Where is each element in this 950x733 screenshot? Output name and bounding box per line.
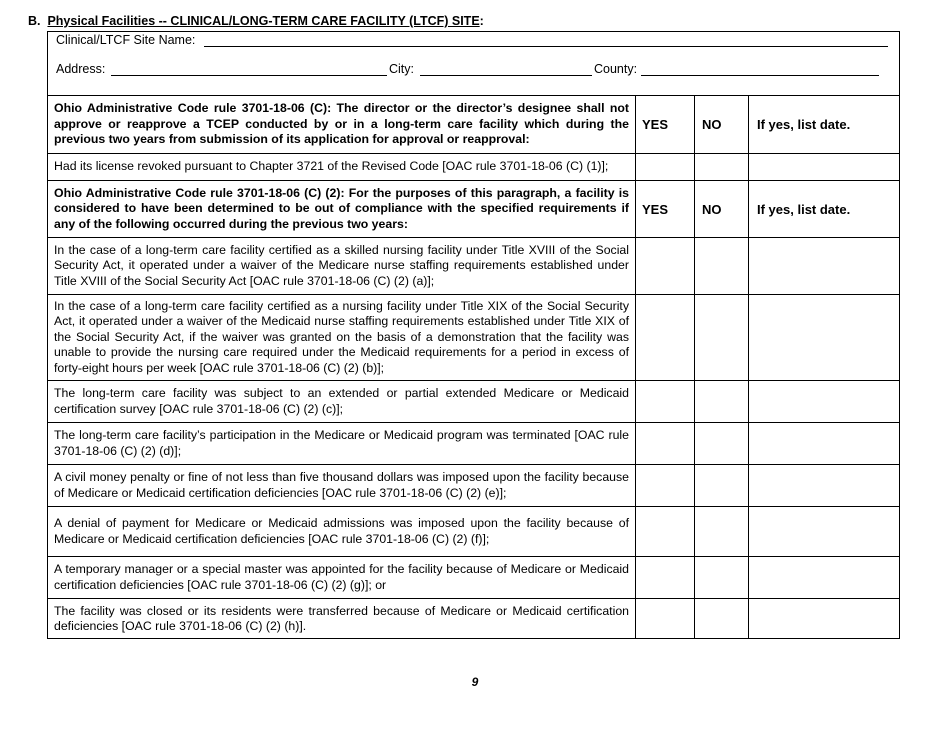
table-row bbox=[48, 465, 899, 507]
no-cell[interactable] bbox=[695, 599, 749, 639]
no-cell[interactable] bbox=[695, 154, 749, 180]
date-header: If yes, list date. bbox=[757, 201, 851, 217]
date-cell[interactable] bbox=[749, 465, 899, 506]
date-cell[interactable] bbox=[749, 295, 899, 380]
yes-cell[interactable] bbox=[636, 381, 695, 422]
date-cell[interactable] bbox=[749, 507, 899, 556]
address-label: Address: bbox=[56, 62, 106, 76]
intro-rule-c: Ohio Administrative Code rule 3701-18-06 (C): The director or the director’s designee shall not approve or reapprove a TCEP conducted by or in a long-term care facility which during the previous two years from submission of its application for approval or reapproval: bbox=[48, 96, 636, 153]
yes-cell[interactable] bbox=[636, 295, 695, 380]
site-info-block bbox=[48, 32, 899, 96]
item-e: A civil money penalty or fine of not less than five thousand dollars was imposed upon the facility because of Medicare or Medicaid certification deficiencies [OAC rule 3701-18-06 (C) (2) (e)]; bbox=[48, 465, 636, 506]
no-cell[interactable] bbox=[695, 557, 749, 598]
section-colon: : bbox=[479, 14, 484, 28]
city-label: City: bbox=[389, 62, 414, 76]
date-header: If yes, list date. bbox=[757, 117, 851, 132]
table-row bbox=[48, 238, 899, 295]
address-field[interactable] bbox=[111, 62, 387, 76]
section-title bbox=[28, 14, 484, 28]
county-field[interactable] bbox=[641, 62, 879, 76]
yes-cell[interactable] bbox=[636, 154, 695, 180]
yes-cell[interactable] bbox=[636, 507, 695, 556]
table-row bbox=[48, 96, 899, 154]
yes-cell[interactable] bbox=[636, 557, 695, 598]
table-row bbox=[48, 295, 899, 381]
section-letter: B. bbox=[28, 14, 41, 28]
item-c: The long-term care facility was subject to an extended or partial extended Medicare or Medicaid certification survey [OAC rule 3701-18-06 (C) (2) (c)]; bbox=[48, 381, 636, 422]
date-cell[interactable] bbox=[749, 381, 899, 422]
date-cell[interactable] bbox=[749, 599, 899, 639]
date-cell[interactable] bbox=[749, 423, 899, 464]
table-row bbox=[48, 557, 899, 599]
no-cell[interactable] bbox=[695, 423, 749, 464]
no-cell[interactable] bbox=[695, 507, 749, 556]
site-name-field[interactable] bbox=[204, 33, 888, 47]
no-cell[interactable] bbox=[695, 295, 749, 380]
item-b: In the case of a long-term care facility certified as a nursing facility under Title XIX of the Social Security Act, it operated under a waiver of the Medicaid nurse staffing requirements established under Title XIX of the Social Security Act, if the waiver was granted on the basis of a demonstration that the facility was unable to provide the nursing care required under the Medicaid requirements for a period in excess of forty-eight hours per week [OAC rule 3701-18-06 (C) (2) (b)]; bbox=[48, 295, 636, 380]
county-label: County: bbox=[594, 62, 638, 76]
no-cell[interactable] bbox=[695, 238, 749, 294]
no-header: NO bbox=[695, 181, 749, 237]
date-cell[interactable] bbox=[749, 154, 899, 180]
yes-cell[interactable] bbox=[636, 465, 695, 506]
no-cell[interactable] bbox=[695, 465, 749, 506]
table-row bbox=[48, 154, 899, 181]
item-f: A denial of payment for Medicare or Medicaid admissions was imposed upon the facility because of Medicare or Medicaid certification deficiencies [OAC rule 3701-18-06 (C) (2) (f)]; bbox=[48, 507, 636, 556]
item-d: The long-term care facility’s participation in the Medicare or Medicaid program was terminated [OAC rule 3701-18-06 (C) (2) (d)]; bbox=[48, 423, 636, 464]
city-field[interactable] bbox=[420, 62, 592, 76]
yes-header: YES bbox=[636, 181, 695, 237]
yes-header: YES bbox=[636, 96, 695, 153]
table-row bbox=[48, 381, 899, 423]
facility-form-table bbox=[47, 31, 900, 639]
yes-cell[interactable] bbox=[636, 423, 695, 464]
table-row bbox=[48, 507, 899, 557]
item-a: In the case of a long-term care facility certified as a skilled nursing facility under Title XVIII of the Social Security Act, it operated under a waiver of the Medicare nurse staffing requirements established under Title XVIII of the Social Security Act [OAC rule 3701-18-06 (C) (2) (a)]; bbox=[48, 238, 636, 294]
yes-cell[interactable] bbox=[636, 238, 695, 294]
table-row bbox=[48, 181, 899, 238]
date-cell[interactable] bbox=[749, 238, 899, 294]
no-cell[interactable] bbox=[695, 381, 749, 422]
section-heading: Physical Facilities -- CLINICAL/LONG-TERM CARE FACILITY (LTCF) SITE bbox=[47, 14, 480, 28]
yes-cell[interactable] bbox=[636, 599, 695, 639]
item-g: A temporary manager or a special master was appointed for the facility because of Medicare or Medicaid certification deficiencies [OAC rule 3701-18-06 (C) (2) (g)]; or bbox=[48, 557, 636, 598]
item-license-revoked: Had its license revoked pursuant to Chapter 3721 of the Revised Code [OAC rule 3701-18-06 (C) (1)]; bbox=[48, 154, 636, 180]
no-header: NO bbox=[695, 96, 749, 153]
intro-rule-c2: Ohio Administrative Code rule 3701-18-06 (C) (2): For the purposes of this paragraph, a facility is considered to have been determined to be out of compliance with the specified requirements if any of the following occurred during the previous two years: bbox=[48, 181, 636, 237]
date-cell[interactable] bbox=[749, 557, 899, 598]
table-row bbox=[48, 423, 899, 465]
table-row bbox=[48, 599, 899, 639]
site-name-label: Clinical/LTCF Site Name: bbox=[56, 33, 196, 47]
page-number: 9 bbox=[471, 675, 479, 689]
item-h: The facility was closed or its residents were transferred because of Medicare or Medicaid certification deficiencies [OAC rule 3701-18-06 (C) (2) (h)]. bbox=[48, 599, 636, 639]
